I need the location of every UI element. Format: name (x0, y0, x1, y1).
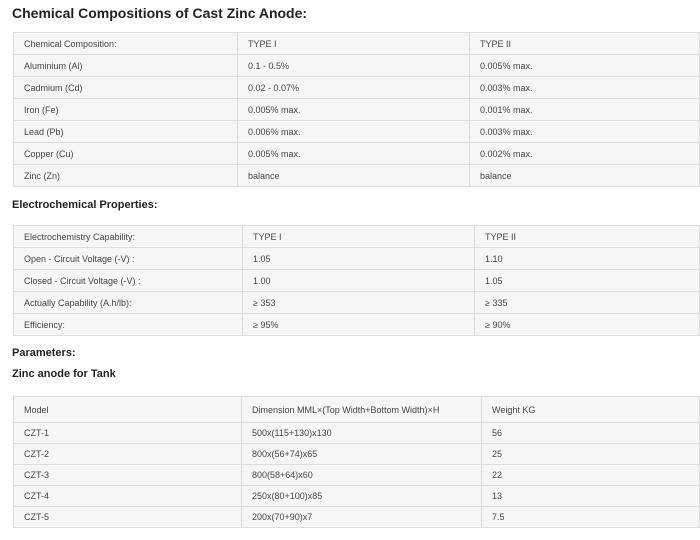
table-cell: ≥ 353 (243, 292, 475, 314)
table-cell: balance (238, 165, 470, 187)
table-cell: 0.005% max. (238, 99, 470, 121)
table-cell: 0.02 - 0.07% (238, 77, 470, 99)
table-cell: ≥ 90% (475, 314, 700, 336)
table-cell: Closed - Circuit Voltage (-V) : (14, 270, 243, 292)
table-cell: 0.005% max. (238, 143, 470, 165)
table-cell: ≥ 95% (243, 314, 475, 336)
header-cell: Model (14, 397, 242, 423)
table-cell: Iron (Fe) (14, 99, 238, 121)
table-cell: 1.00 (243, 270, 475, 292)
table-cell: 200x(70+90)x7 (242, 507, 482, 528)
table-header-row (14, 226, 700, 248)
table-cell: ≥ 335 (475, 292, 700, 314)
table-cell: CZT-4 (14, 486, 242, 507)
table-cell: CZT-1 (14, 423, 242, 444)
parameters-subheading: Zinc anode for Tank (12, 368, 116, 380)
header-cell: TYPE I (243, 226, 475, 248)
table-cell: 0.001% max. (470, 99, 700, 121)
table-cell: 0.005% max. (470, 55, 700, 77)
table-row (14, 292, 700, 314)
table-cell: 250x(80+100)x85 (242, 486, 482, 507)
header-cell: Weight KG (482, 397, 700, 423)
table-row (14, 486, 700, 507)
table-cell: Copper (Cu) (14, 143, 238, 165)
table-cell: CZT-2 (14, 444, 242, 465)
table-cell: 13 (482, 486, 700, 507)
table-cell: 22 (482, 465, 700, 486)
table-cell: CZT-5 (14, 507, 242, 528)
table-cell: 500x(115+130)x130 (242, 423, 482, 444)
table-cell: Lead (Pb) (14, 121, 238, 143)
table-row (14, 423, 700, 444)
header-cell: Dimension MML×(Top Width+Bottom Width)×H (242, 397, 482, 423)
electro-heading: Electrochemical Properties: (12, 199, 158, 211)
table-row (14, 143, 700, 165)
table-cell: 25 (482, 444, 700, 465)
table-cell: Actually Capability (A.h/lb): (14, 292, 243, 314)
table-row (14, 77, 700, 99)
table-cell: Efficiency: (14, 314, 243, 336)
table-cell: Aluminium (Al) (14, 55, 238, 77)
table-row (14, 507, 700, 528)
table-row (14, 444, 700, 465)
table-cell: 800(58+64)x60 (242, 465, 482, 486)
table-header-row (14, 397, 700, 423)
header-cell: TYPE II (470, 33, 700, 55)
table-row (14, 248, 700, 270)
table-cell: 1.05 (475, 270, 700, 292)
table-cell: 0.003% max. (470, 77, 700, 99)
page-title: Chemical Compositions of Cast Zinc Anode: (12, 5, 308, 21)
table-cell: 0.006% max. (238, 121, 470, 143)
table-cell: balance (470, 165, 700, 187)
table-row (14, 55, 700, 77)
table-cell: Cadmium (Cd) (14, 77, 238, 99)
parameters-heading: Parameters: (12, 347, 76, 359)
table-cell: 0.002% max. (470, 143, 700, 165)
table-cell: 0.003% max. (470, 121, 700, 143)
table-cell: 56 (482, 423, 700, 444)
table-row (14, 165, 700, 187)
header-cell: Chemical Composition: (14, 33, 238, 55)
table-cell: 1.05 (243, 248, 475, 270)
header-cell: Electrochemistry Capability: (14, 226, 243, 248)
table-cell: 1.10 (475, 248, 700, 270)
electro-table (13, 225, 700, 336)
parameters-table (13, 396, 700, 528)
table-cell: 800x(56+74)x65 (242, 444, 482, 465)
table-cell: CZT-3 (14, 465, 242, 486)
table-cell: 0.1 - 0.5% (238, 55, 470, 77)
table-cell: Zinc (Zn) (14, 165, 238, 187)
table-row (14, 270, 700, 292)
table-row (14, 314, 700, 336)
table-cell: 7.5 (482, 507, 700, 528)
table-row (14, 121, 700, 143)
header-cell: TYPE I (238, 33, 470, 55)
table-header-row (14, 33, 700, 55)
composition-table (13, 32, 700, 187)
header-cell: TYPE II (475, 226, 700, 248)
table-row (14, 465, 700, 486)
table-cell: Open - Circuit Voltage (-V) : (14, 248, 243, 270)
table-row (14, 99, 700, 121)
